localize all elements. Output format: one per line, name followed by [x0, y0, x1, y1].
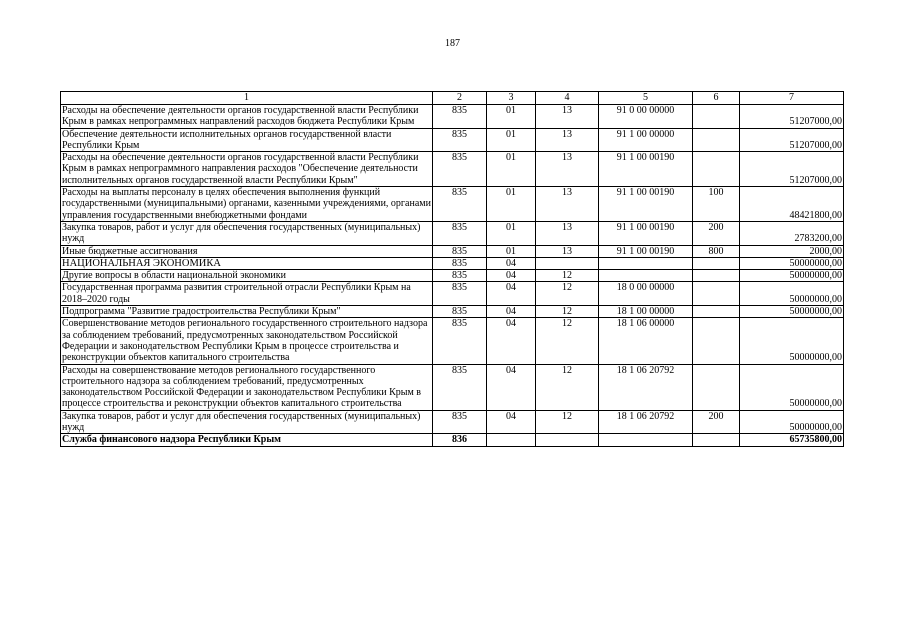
row-amount: 2783200,00 [740, 221, 844, 245]
row-target-article: 91 1 00 00000 [599, 128, 693, 152]
row-name: НАЦИОНАЛЬНАЯ ЭКОНОМИКА [61, 257, 433, 269]
row-name: Закупка товаров, работ и услуг для обеспечения государственных (муниципальных) нужд [61, 410, 433, 434]
row-expense-type [693, 318, 740, 364]
row-amount: 50000000,00 [740, 410, 844, 434]
row-section: 01 [487, 245, 536, 257]
row-section: 04 [487, 318, 536, 364]
row-amount: 50000000,00 [740, 282, 844, 306]
row-admin-code: 835 [433, 187, 487, 222]
row-name: Обеспечение деятельности исполнительных органов государственной власти Республики Крым [61, 128, 433, 152]
row-target-article: 18 1 06 00000 [599, 318, 693, 364]
row-name: Совершенствование методов регионального государственного строительного надзора за соблюдением требований, предусмотренных законодательством Российской Федерации и законодательством Республики Крым в процессе строительства и реконструкции объектов капитального строительства [61, 318, 433, 364]
row-name: Расходы на выплаты персоналу в целях обеспечения выполнения функций государственными (муниципальными) органами, казенными учреждениями, органами управления государственными внебюджетными фондами [62, 187, 431, 221]
row-amount: 51207000,00 [740, 152, 844, 187]
row-expense-type: 200 [693, 221, 740, 245]
row-expense-type [693, 152, 740, 187]
row-section: 01 [487, 152, 536, 187]
column-header: 7 [740, 92, 844, 105]
row-subsection: 13 [536, 187, 599, 222]
row-amount: 51207000,00 [740, 128, 844, 152]
row-subsection: 13 [536, 105, 599, 129]
row-section: 04 [487, 364, 536, 410]
row-subsection: 13 [536, 221, 599, 245]
table-row [61, 282, 844, 306]
row-subsection: 12 [536, 270, 599, 282]
row-admin-code: 835 [433, 245, 487, 257]
table-row [61, 105, 844, 129]
row-name: Расходы на обеспечение деятельности органов государственной власти Республики Крым в рамках непрограммного направления расходов "Обеспечение деятельности исполнительных органов государственной власти Республики Крым" [61, 152, 433, 187]
row-amount: 50000000,00 [740, 306, 844, 318]
column-header: 5 [599, 92, 693, 105]
row-subsection: 13 [536, 245, 599, 257]
column-header: 6 [693, 92, 740, 105]
row-expense-type [693, 257, 740, 269]
row-expense-type [693, 105, 740, 129]
budget-table [60, 91, 844, 447]
row-expense-type [693, 364, 740, 410]
row-subsection [536, 434, 599, 446]
row-section: 01 [487, 187, 536, 222]
row-subsection: 12 [536, 306, 599, 318]
row-admin-code: 835 [433, 282, 487, 306]
row-section: 01 [487, 105, 536, 129]
table-row [61, 152, 844, 187]
column-header: 1 [61, 92, 433, 105]
row-section: 01 [487, 221, 536, 245]
row-subsection: 12 [536, 318, 599, 364]
row-amount: 51207000,00 [740, 105, 844, 129]
table-row [61, 270, 844, 282]
row-expense-type [693, 128, 740, 152]
row-expense-type: 100 [693, 187, 740, 222]
table-row [61, 410, 844, 434]
row-expense-type [693, 270, 740, 282]
row-target-article [599, 270, 693, 282]
row-admin-code: 835 [433, 410, 487, 434]
row-target-article [599, 434, 693, 446]
row-expense-type: 200 [693, 410, 740, 434]
row-amount: 50000000,00 [740, 270, 844, 282]
table-row [61, 434, 844, 446]
row-expense-type [693, 306, 740, 318]
row-amount: 2000,00 [740, 245, 844, 257]
row-name: Иные бюджетные ассигнования [61, 245, 433, 257]
row-target-article: 18 1 06 20792 [599, 364, 693, 410]
row-target-article: 91 1 00 00190 [599, 187, 693, 222]
row-target-article [599, 257, 693, 269]
table-row [61, 257, 844, 269]
row-target-article: 91 1 00 00190 [599, 152, 693, 187]
row-admin-code: 835 [433, 128, 487, 152]
row-section: 01 [487, 128, 536, 152]
table-row [61, 364, 844, 410]
row-amount: 50000000,00 [740, 318, 844, 364]
row-subsection: 13 [536, 152, 599, 187]
column-header: 4 [536, 92, 599, 105]
row-section: 04 [487, 306, 536, 318]
row-name: Расходы на совершенствование методов регионального государственного строительного надзора за соблюдением требований, предусмотренных законодательством Российской Федерации и законодательством Республики Крым в процессе строительства и реконструкции объектов капитального строительства [61, 364, 433, 410]
row-name: Служба финансового надзора Республики Крым [61, 434, 433, 446]
row-subsection: 13 [536, 128, 599, 152]
row-name: Другие вопросы в области национальной экономики [61, 270, 433, 282]
row-target-article: 91 1 00 00190 [599, 245, 693, 257]
row-subsection: 12 [536, 410, 599, 434]
row-target-article: 91 1 00 00190 [599, 221, 693, 245]
row-admin-code: 835 [433, 364, 487, 410]
column-header: 3 [487, 92, 536, 105]
table-row [61, 128, 844, 152]
row-section [487, 434, 536, 446]
row-admin-code: 835 [433, 318, 487, 364]
row-subsection: 12 [536, 364, 599, 410]
row-admin-code: 835 [433, 152, 487, 187]
table-row [61, 245, 844, 257]
table-row [61, 318, 844, 364]
row-target-article: 18 1 00 00000 [599, 306, 693, 318]
row-admin-code: 835 [433, 221, 487, 245]
row-subsection [536, 257, 599, 269]
table-row [61, 187, 844, 222]
row-expense-type: 800 [693, 245, 740, 257]
row-target-article: 18 1 06 20792 [599, 410, 693, 434]
row-name: Подпрограмма "Развитие градостроительства Республики Крым" [61, 306, 433, 318]
header-row [61, 92, 844, 105]
row-target-article: 91 0 00 00000 [599, 105, 693, 129]
row-amount: 50000000,00 [740, 364, 844, 410]
row-name: Государственная программа развития строительной отрасли Республики Крым на 2018–2020 годы [61, 282, 433, 306]
column-header: 2 [433, 92, 487, 105]
row-expense-type [693, 282, 740, 306]
row-admin-code: 836 [433, 434, 487, 446]
row-admin-code: 835 [433, 105, 487, 129]
row-amount: 48421800,00 [740, 187, 844, 222]
table-row [61, 306, 844, 318]
row-section: 04 [487, 410, 536, 434]
row-section: 04 [487, 257, 536, 269]
row-amount: 65735800,00 [740, 434, 844, 446]
row-admin-code: 835 [433, 270, 487, 282]
table-row [61, 221, 844, 245]
row-expense-type [693, 434, 740, 446]
row-section: 04 [487, 270, 536, 282]
row-admin-code: 835 [433, 306, 487, 318]
row-subsection: 12 [536, 282, 599, 306]
row-name: Расходы на обеспечение деятельности органов государственной власти Республики Крым в рамках непрограммных направлений расходов бюджета Республики Крым [61, 105, 433, 129]
row-section: 04 [487, 282, 536, 306]
row-amount: 50000000,00 [740, 257, 844, 269]
row-target-article: 18 0 00 00000 [599, 282, 693, 306]
row-admin-code: 835 [433, 257, 487, 269]
page-number: 187 [445, 38, 460, 49]
row-name: Закупка товаров, работ и услуг для обеспечения государственных (муниципальных) нужд [61, 221, 433, 245]
